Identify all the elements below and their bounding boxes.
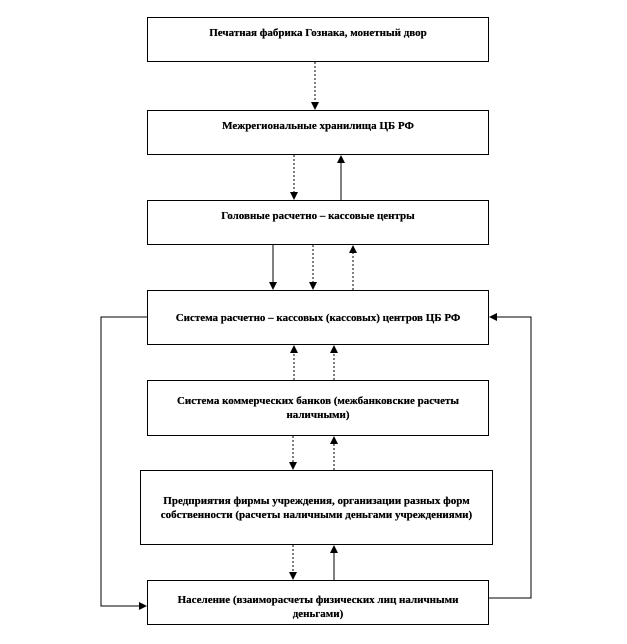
box-rkc-system-label: Система расчетно – кассовых (кассовых) центров ЦБ РФ — [175, 311, 461, 324]
box-commercial-banks — [147, 380, 489, 436]
box-head-cash-centers-label: Головные расчетно – кассовые центры — [221, 209, 415, 222]
box-commercial-banks-label: Система коммерческих банков (межбанковские расчеты наличными) — [176, 395, 460, 421]
box-printing-plant-label: Печатная фабрика Гознака, монетный двор — [209, 26, 427, 39]
box-population-label: Население (взаиморасчеты физических лиц наличными деньгами) — [177, 593, 459, 620]
box-interregional-storage — [147, 110, 489, 155]
box-enterprises — [140, 470, 493, 545]
arrow-population-to-rkc-right-loop — [489, 317, 531, 598]
arrow-rkc-to-population-left-loop — [101, 317, 147, 606]
box-enterprises-label: Предприятия фирмы учреждения, организации разных форм собственности (расчеты наличными деньгами учреждениями) — [160, 494, 473, 521]
box-interregional-storage-label: Межрегиональные хранилища ЦБ РФ — [222, 119, 414, 132]
box-rkc-system — [147, 290, 489, 345]
box-printing-plant — [147, 17, 489, 62]
box-population — [147, 580, 489, 625]
box-head-cash-centers — [147, 200, 489, 245]
